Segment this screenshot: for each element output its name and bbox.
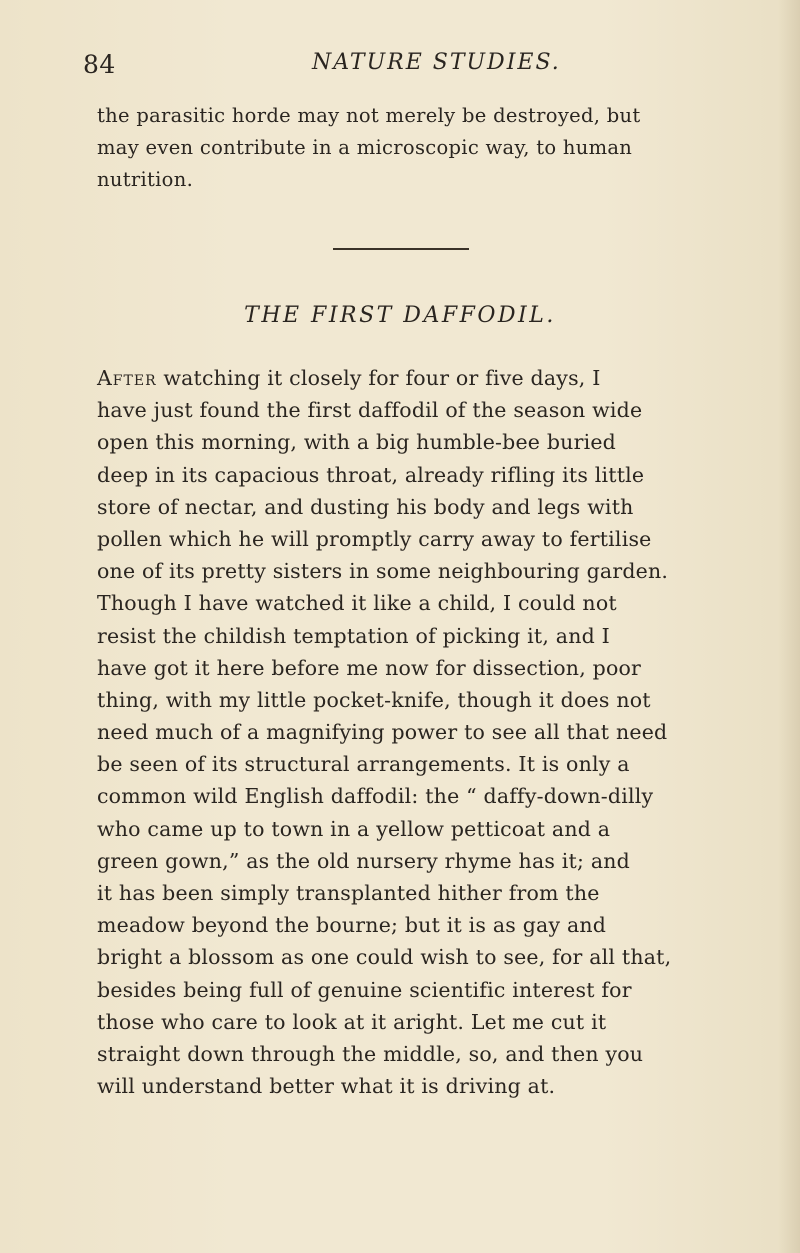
text-line: green gown,” as the old nursery rhyme has it; and bbox=[97, 848, 630, 873]
text-line: bright a blossom as one could wish to see, for all that, bbox=[97, 945, 672, 970]
text-line: need much of a magnifying power to see all that need bbox=[97, 720, 668, 745]
opening-word: After bbox=[97, 366, 157, 390]
text-line: deep in its capacious throat, already rifling its little bbox=[97, 462, 645, 487]
text-line: open this morning, with a big humble-bee buried bbox=[97, 430, 616, 455]
text-line: meadow beyond the bourne; but it is as gay and bbox=[97, 913, 607, 938]
text-line: who came up to town in a yellow petticoat and a bbox=[97, 816, 611, 841]
text-line: nutrition. bbox=[97, 168, 194, 191]
section-divider bbox=[333, 248, 469, 250]
section-title: THE FIRST DAFFODIL. bbox=[244, 303, 556, 328]
text-line: straight down through the middle, so, and then you bbox=[97, 1041, 644, 1066]
text-line: thing, with my little pocket-knife, though it does not bbox=[97, 687, 651, 712]
text-line: have just found the first daffodil of the season wide bbox=[97, 398, 643, 423]
text-line: will understand better what it is driving at. bbox=[97, 1074, 556, 1099]
running-head bbox=[0, 50, 800, 84]
text-line: store of nectar, and dusting his body and legs with bbox=[97, 494, 634, 519]
text-line: resist the childish temptation of picking it, and I bbox=[97, 623, 610, 648]
text-line: it has been simply transplanted hither from the bbox=[97, 881, 600, 905]
text-line: those who care to look at it aright. Let me cut it bbox=[97, 1009, 607, 1034]
text-line: pollen which he will promptly carry away to fertilise bbox=[97, 526, 652, 551]
text-line: one of its pretty sisters in some neighbouring garden. bbox=[97, 559, 669, 584]
text-line: besides being full of genuine scientific interest for bbox=[97, 977, 632, 1002]
text-line bbox=[97, 362, 767, 394]
page-number: 84 bbox=[83, 50, 116, 79]
first-line-text: watching it closely for four or five days, I bbox=[156, 366, 601, 390]
text-line: Though I have watched it like a child, I could not bbox=[97, 591, 617, 616]
text-line: common wild English daffodil: the “ daffy-down-dilly bbox=[97, 784, 654, 809]
page-edge-shadow bbox=[778, 0, 800, 1253]
text-line: the parasitic horde may not merely be destroyed, but bbox=[97, 104, 641, 127]
running-title: NATURE STUDIES. bbox=[312, 50, 561, 75]
body-paragraph bbox=[97, 362, 767, 1102]
text-line: may even contribute in a microscopic way, to human bbox=[97, 136, 633, 159]
text-line: be seen of its structural arrangements. It is only a bbox=[97, 752, 630, 777]
text-line: have got it here before me now for dissection, poor bbox=[97, 655, 642, 680]
intro-paragraph bbox=[97, 100, 757, 196]
